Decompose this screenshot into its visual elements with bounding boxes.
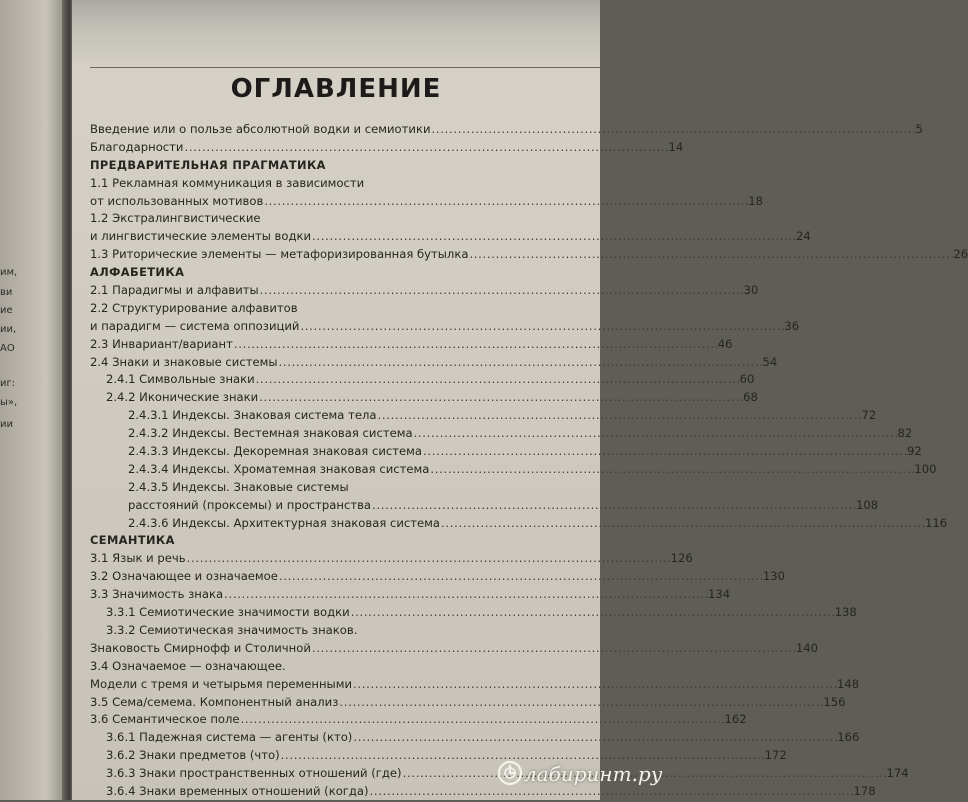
toc-entry-title: 3.2 Означающее и означаемое — [90, 569, 278, 584]
toc-entry-title: 2.4.3.1 Индексы. Знаковая система тела — [128, 408, 377, 423]
toc-page-number: 138 — [834, 605, 857, 620]
toc-page-number: 174 — [886, 766, 909, 781]
dot-leader — [353, 677, 836, 691]
toc-entry-title: 1.2 Экстралингвистические — [90, 211, 261, 226]
toc-page-number: 24 — [796, 229, 811, 244]
toc-page-number: 26 — [953, 247, 968, 262]
toc-page-number: 92 — [906, 444, 922, 459]
toc-page-number: 108 — [856, 497, 879, 512]
toc-page-number: 36 — [784, 318, 800, 333]
dot-leader — [279, 355, 762, 369]
toc-entry-title: 2.4.3.3 Индексы. Декоремная знаковая система — [128, 444, 422, 459]
toc-entry-title: 2.3 Инвариант/вариант — [90, 336, 233, 351]
toc-entry — [90, 426, 913, 444]
toc-page-number: 82 — [897, 426, 913, 441]
toc-entry — [90, 461, 937, 480]
toc-entry-title: 2.4.1 Символьные знаки — [106, 372, 255, 387]
toc-entry — [90, 659, 558, 677]
toc-entry — [90, 623, 558, 641]
left-fragment: ии, — [0, 324, 17, 335]
toc-page-number: 166 — [837, 730, 860, 745]
toc-page-number: 116 — [924, 515, 948, 530]
dot-leader — [259, 390, 742, 404]
toc-page-number: 18 — [748, 193, 764, 208]
toc-page-number: 148 — [836, 676, 860, 691]
left-fragment: им, — [0, 267, 18, 278]
toc-entry-title: 3.6.4 Знаки временных отношений (когда) — [106, 783, 369, 798]
toc-entry — [90, 676, 860, 695]
toc-entry-title: 2.4.3.5 Индексы. Знаковые системы — [128, 479, 349, 494]
dot-leader — [234, 337, 717, 351]
toc-entry-title: и лингвистические элементы водки — [90, 229, 312, 244]
toc-entry — [90, 193, 764, 212]
toc-page-number: 134 — [708, 587, 731, 602]
dot-leader — [351, 605, 834, 619]
left-page-edge — [0, 0, 66, 800]
left-fragment: ви — [0, 287, 13, 298]
toc-entry-title: 3.1 Язык и речь — [90, 551, 186, 566]
book-page — [72, 0, 968, 800]
toc-entry — [90, 229, 811, 247]
toc-page-number: 162 — [724, 712, 747, 727]
toc-page-number: 68 — [743, 390, 758, 405]
left-fragment: ы», — [0, 397, 18, 408]
page-top-shadow — [72, 0, 600, 70]
dot-leader — [377, 408, 860, 422]
toc-entry-title: СЕМАНТИКА — [90, 533, 175, 548]
dot-leader — [469, 247, 952, 261]
toc-page-number: 46 — [717, 336, 733, 351]
watermark: лабиринт.ру — [524, 762, 663, 786]
toc-entry — [90, 372, 755, 390]
toc-entry-title: от использованных мотивов — [90, 193, 264, 208]
toc-entry — [90, 176, 558, 194]
toc-page-number: 140 — [795, 640, 818, 655]
toc-page-number: 60 — [739, 372, 755, 387]
toc-entry-title: и парадигм — система оппозиций — [90, 318, 300, 333]
toc-entry-title: 3.6.2 Знаки предметов (что) — [106, 748, 280, 763]
toc-page-number: 72 — [861, 408, 877, 423]
toc-entry — [90, 551, 693, 569]
toc-entry-title: 2.4 Знаки и знаковые системы — [90, 354, 278, 369]
toc-entry-title: АЛФАБЕТИКА — [90, 265, 185, 280]
toc-entry — [90, 247, 968, 265]
dot-leader — [423, 444, 906, 458]
toc-entry — [90, 301, 558, 319]
toc-entry — [90, 139, 684, 158]
left-fragment: иг: — [0, 378, 16, 389]
toc-page-number: 126 — [670, 551, 693, 566]
toc-entry — [90, 480, 558, 498]
toc-entry — [90, 390, 758, 408]
toc-entry-title: ПРЕДВАРИТЕЛЬНАЯ ПРАГМАТИКА — [90, 157, 326, 172]
toc-page-number: 5 — [915, 122, 923, 136]
toc-entry — [90, 497, 879, 516]
toc-entry — [90, 354, 778, 373]
toc-entry-title: 2.4.2 Иконические знаки — [106, 390, 259, 405]
dot-leader — [339, 695, 822, 709]
toc-entry-title: 1.1 Рекламная коммуникация в зависимости — [90, 175, 365, 190]
dot-leader — [312, 641, 795, 655]
toc-entry — [90, 712, 747, 730]
left-fragment: ии — [0, 419, 13, 430]
toc-entry-title: 3.6.3 Знаки пространственных отношений (где) — [106, 766, 402, 781]
dot-leader — [184, 140, 667, 154]
toc-page-number: 30 — [743, 283, 759, 298]
dot-leader — [414, 426, 897, 440]
toc-page-number: 178 — [853, 783, 876, 798]
dot-leader — [260, 283, 743, 297]
dot-leader — [187, 551, 670, 565]
toc-section-heading — [90, 265, 558, 283]
toc-entry — [90, 318, 800, 337]
dot-leader — [264, 194, 747, 208]
toc-entry-title: 2.4.3.6 Индексы. Архитектурная знаковая система — [128, 515, 441, 530]
toc-entry — [90, 122, 923, 140]
toc-entry-title: Модели с тремя и четырьмя переменными — [90, 676, 352, 691]
dot-leader — [431, 122, 914, 136]
toc-entry — [90, 587, 731, 605]
dot-leader — [279, 569, 762, 583]
toc-entry — [90, 283, 759, 301]
toc-entry — [90, 730, 860, 748]
left-fragment: АО — [0, 343, 15, 354]
toc-section-heading — [90, 533, 558, 551]
toc-page-number: 172 — [764, 748, 787, 763]
left-fragment: ие — [0, 305, 13, 316]
toc-entry-title: Благодарности — [90, 139, 184, 154]
toc-entry-title: 3.6 Семантическое поле — [90, 712, 240, 727]
toc-entry — [90, 336, 733, 355]
toc-entry — [90, 640, 818, 659]
toc-page-number: 156 — [823, 694, 846, 709]
dot-leader — [312, 229, 795, 243]
dot-leader — [430, 462, 913, 476]
toc-entry-title: 2.2 Структурирование алфавитов — [90, 300, 298, 315]
dot-leader — [256, 372, 739, 386]
toc-entry — [90, 444, 922, 462]
header-rule — [90, 67, 600, 68]
toc-entry-title: 3.3 Значимость знака — [90, 587, 224, 602]
toc-entry — [90, 694, 846, 713]
toc-entry-title: Введение или о пользе абсолютной водки и семиотики — [90, 122, 431, 136]
toc-section-heading — [90, 158, 558, 176]
toc-page-number: 14 — [668, 139, 684, 154]
dot-leader — [441, 516, 924, 530]
toc-entry-title: 3.3.1 Семиотические значимости водки — [106, 605, 350, 620]
toc-entry-title: 2.4.3.2 Индексы. Вестемная знаковая система — [128, 426, 413, 441]
toc-entry-title: расстояний (проксемы) и пространства — [128, 497, 372, 512]
toc-entry-title: 2.4.3.4 Индексы. Хроматемная знаковая система — [128, 461, 430, 476]
toc-page-number: 100 — [914, 461, 937, 476]
dot-leader — [300, 319, 783, 333]
labirint-logo-icon — [497, 760, 523, 786]
toc-entry — [90, 569, 786, 587]
toc-entry-title: 3.4 Означаемое — означающее. — [90, 658, 286, 673]
page-title: ОГЛАВЛЕНИЕ — [230, 74, 442, 104]
toc-entry — [90, 783, 876, 802]
toc-entry — [90, 211, 558, 229]
toc-entry-title: 3.5 Сема/семема. Компонентный анализ — [90, 694, 339, 709]
toc-page-number: 130 — [762, 569, 786, 584]
dot-leader — [224, 587, 707, 601]
toc-entry — [90, 515, 948, 534]
toc-entry-title: Знаковость Смирнофф и Столичной — [90, 640, 311, 655]
toc-page-number: 54 — [762, 354, 778, 369]
toc-entry-title: 1.3 Риторические элементы — метафоризированная бутылка — [90, 247, 469, 262]
dot-leader — [241, 712, 724, 726]
toc-entry — [90, 408, 877, 426]
toc-entry-title: 3.3.2 Семиотическая значимость знаков. — [106, 622, 358, 637]
toc-entry — [90, 605, 857, 623]
toc-entry-title: 2.1 Парадигмы и алфавиты — [90, 283, 259, 298]
toc-entry-title: 3.6.1 Падежная система — агенты (кто) — [106, 730, 353, 745]
dot-leader — [372, 498, 855, 512]
toc-entry — [90, 748, 787, 766]
dot-leader — [353, 730, 836, 744]
dot-leader — [370, 784, 853, 798]
